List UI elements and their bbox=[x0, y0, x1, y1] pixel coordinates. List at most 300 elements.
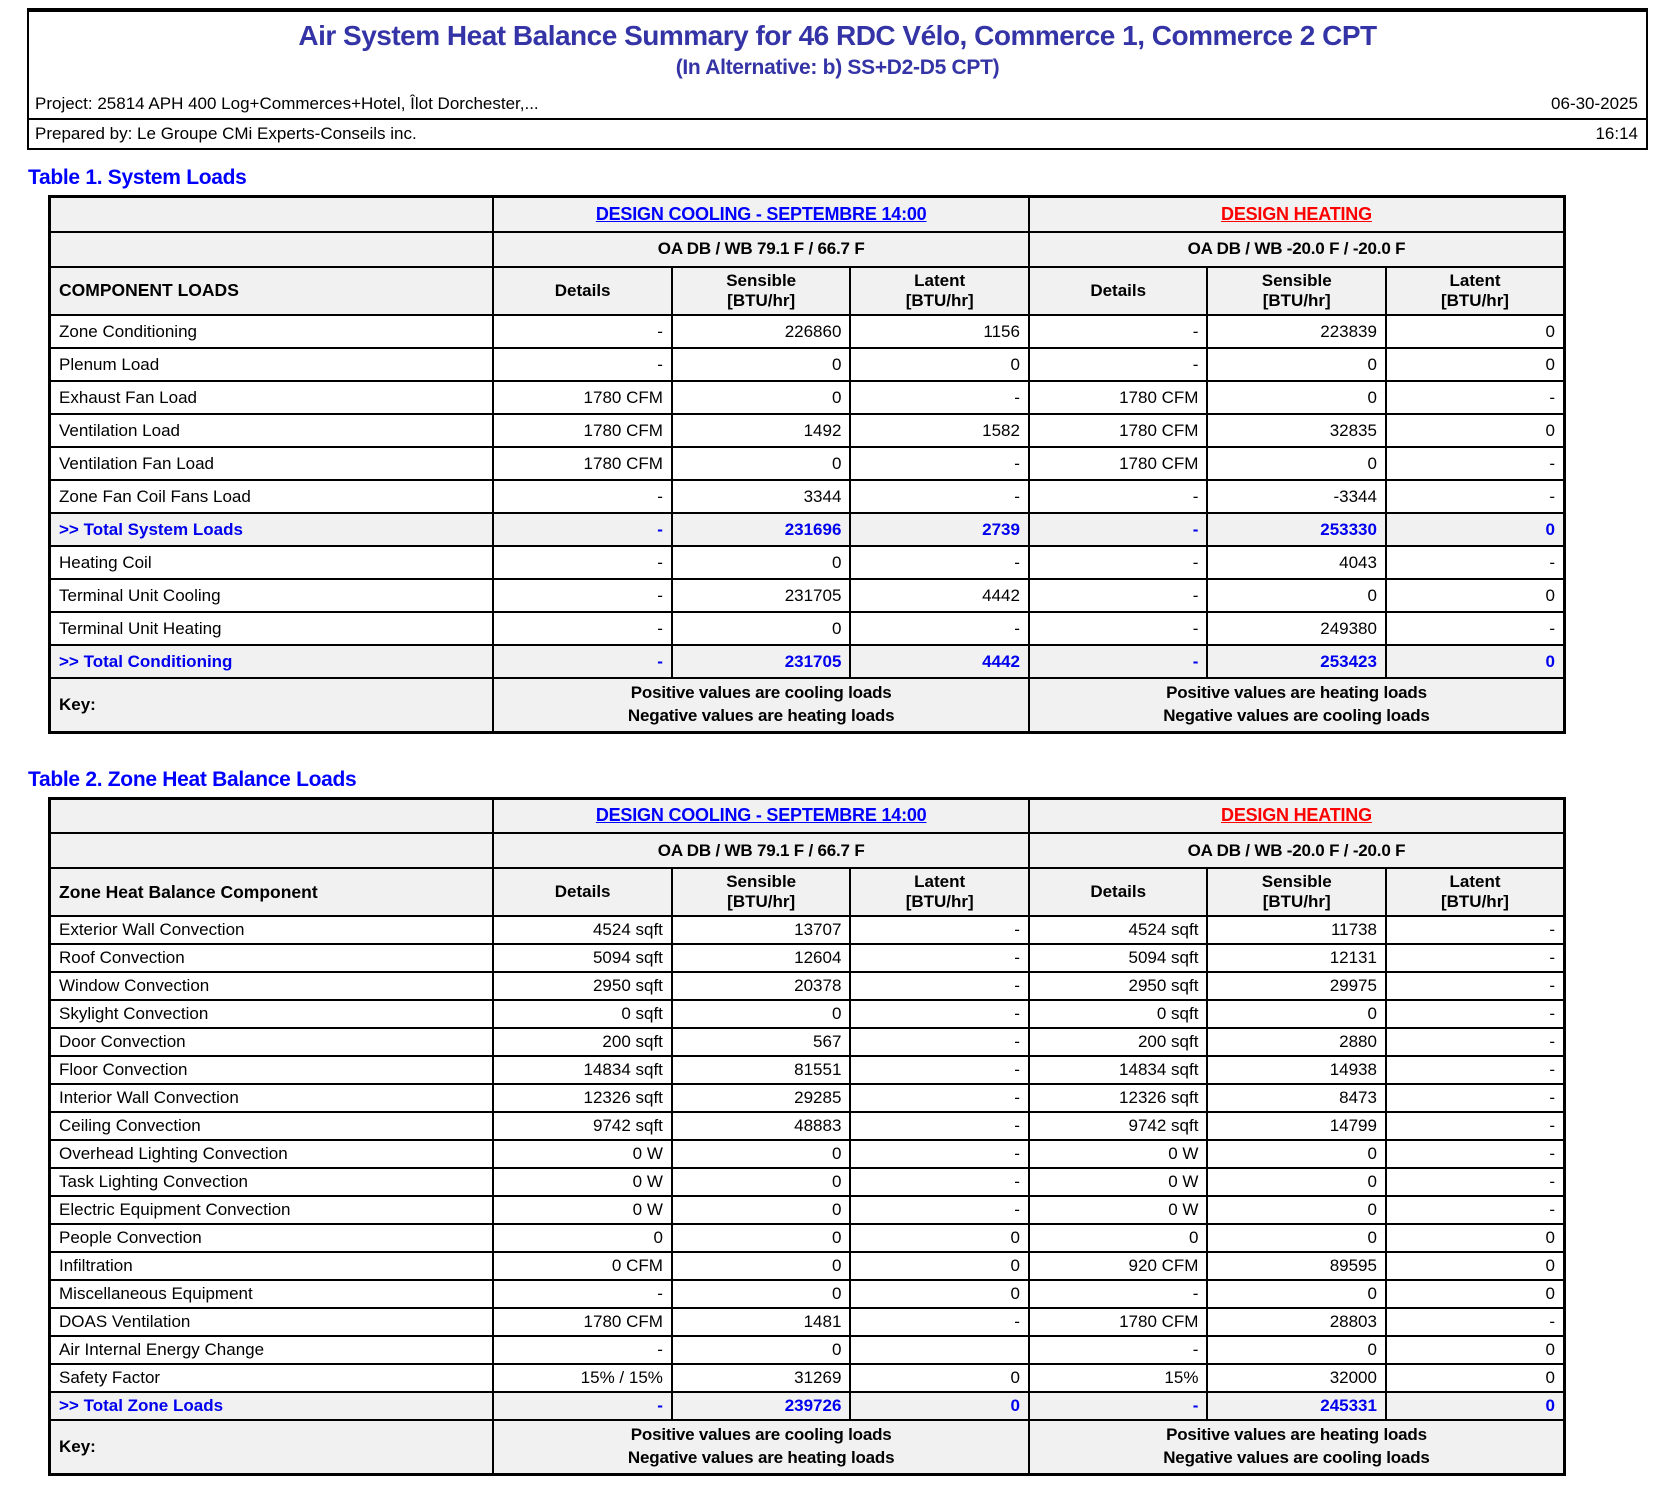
value-cell: 11738 bbox=[1207, 916, 1386, 944]
component-label: Miscellaneous Equipment bbox=[50, 1280, 494, 1308]
component-label: Overhead Lighting Convection bbox=[50, 1140, 494, 1168]
value-cell: - bbox=[850, 1308, 1029, 1336]
value-cell: 253423 bbox=[1207, 645, 1386, 678]
value-cell: - bbox=[1386, 1084, 1565, 1112]
value-cell: - bbox=[850, 480, 1029, 513]
value-cell: 0 bbox=[850, 1364, 1029, 1392]
cooling-oa-conditions: OA DB / WB 79.1 F / 66.7 F bbox=[493, 232, 1029, 267]
value-cell: 231705 bbox=[672, 579, 851, 612]
value-cell: 0 bbox=[1207, 348, 1386, 381]
value-cell: 0 bbox=[672, 612, 851, 645]
heating-key-line2: Negative values are cooling loads bbox=[1163, 705, 1430, 725]
value-cell: - bbox=[493, 546, 672, 579]
value-cell: - bbox=[1029, 348, 1208, 381]
value-cell: - bbox=[850, 1112, 1029, 1140]
report-date: 06-30-2025 bbox=[1551, 94, 1638, 113]
value-cell: 0 bbox=[1386, 1252, 1565, 1280]
value-cell: 0 bbox=[672, 1224, 851, 1252]
value-cell: 31269 bbox=[672, 1364, 851, 1392]
value-cell: 0 bbox=[850, 1224, 1029, 1252]
value-cell: - bbox=[850, 1028, 1029, 1056]
season-header-row bbox=[50, 197, 1565, 232]
heating-key-line1: Positive values are heating loads bbox=[1166, 1425, 1427, 1445]
empty-cell bbox=[50, 833, 494, 868]
zone-heat-balance-table bbox=[48, 797, 1566, 1476]
value-cell: 3344 bbox=[672, 480, 851, 513]
table-row bbox=[50, 1000, 1565, 1028]
value-cell: 1780 CFM bbox=[493, 1308, 672, 1336]
table-row bbox=[50, 480, 1565, 513]
value-cell: - bbox=[1029, 315, 1208, 348]
value-cell: 14834 sqft bbox=[1029, 1056, 1208, 1084]
value-cell: 32000 bbox=[1207, 1364, 1386, 1392]
component-label: Infiltration bbox=[50, 1252, 494, 1280]
component-label: DOAS Ventilation bbox=[50, 1308, 494, 1336]
component-label: Ventilation Fan Load bbox=[50, 447, 494, 480]
sensible-label: Sensible bbox=[1261, 872, 1332, 892]
value-cell: 4043 bbox=[1207, 546, 1386, 579]
report-header bbox=[27, 8, 1648, 150]
value-cell: - bbox=[1386, 381, 1565, 414]
component-label: Terminal Unit Cooling bbox=[50, 579, 494, 612]
report-title: Air System Heat Balance Summary for 46 RDC Vélo, Commerce 1, Commerce 2 CPT bbox=[298, 20, 1377, 51]
latent-label: Latent bbox=[1449, 872, 1501, 892]
value-cell: - bbox=[1386, 1168, 1565, 1196]
project-row bbox=[29, 90, 1646, 118]
cooling-key-line1: Positive values are cooling loads bbox=[630, 1425, 892, 1445]
component-label: Task Lighting Convection bbox=[50, 1168, 494, 1196]
value-cell: - bbox=[493, 645, 672, 678]
sensible-column-header bbox=[1207, 868, 1386, 916]
value-cell: 0 bbox=[672, 1252, 851, 1280]
value-cell: - bbox=[1029, 480, 1208, 513]
value-cell: - bbox=[850, 1168, 1029, 1196]
table-row bbox=[50, 447, 1565, 480]
value-cell: - bbox=[493, 480, 672, 513]
value-cell: 0 bbox=[493, 1224, 672, 1252]
value-cell: - bbox=[1029, 1336, 1208, 1364]
season-header-row bbox=[50, 798, 1565, 833]
table-row bbox=[50, 1280, 1565, 1308]
value-cell: 0 bbox=[850, 1392, 1029, 1420]
value-cell: 0 bbox=[1207, 1168, 1386, 1196]
value-cell: 12131 bbox=[1207, 944, 1386, 972]
value-cell: 2880 bbox=[1207, 1028, 1386, 1056]
value-cell: - bbox=[1386, 1028, 1565, 1056]
key-label: Key: bbox=[50, 1420, 494, 1474]
sensible-label: Sensible bbox=[726, 872, 797, 892]
value-cell: - bbox=[850, 447, 1029, 480]
table-row bbox=[50, 579, 1565, 612]
value-cell: 0 bbox=[672, 546, 851, 579]
key-label: Key: bbox=[50, 678, 494, 732]
value-cell: -3344 bbox=[1207, 480, 1386, 513]
value-cell: 0 bbox=[1207, 1140, 1386, 1168]
value-cell: - bbox=[1029, 1280, 1208, 1308]
value-cell: 0 bbox=[1207, 1224, 1386, 1252]
value-cell: 0 bbox=[672, 1336, 851, 1364]
value-cell: 0 bbox=[1207, 447, 1386, 480]
value-cell: 0 bbox=[1386, 513, 1565, 546]
value-cell: 231705 bbox=[672, 645, 851, 678]
prepared-by-row bbox=[29, 118, 1646, 148]
component-label: >> Total Zone Loads bbox=[50, 1392, 494, 1420]
prepared-by-label: Prepared by: Le Groupe CMi Experts-Conseils inc. bbox=[35, 124, 417, 144]
value-cell: 4524 sqft bbox=[493, 916, 672, 944]
value-cell: - bbox=[493, 1336, 672, 1364]
value-cell: 0 bbox=[1386, 1392, 1565, 1420]
cooling-key-text bbox=[493, 1420, 1029, 1474]
value-cell: 0 W bbox=[493, 1140, 672, 1168]
value-cell: 1582 bbox=[850, 414, 1029, 447]
value-cell: - bbox=[493, 1392, 672, 1420]
component-label: Exhaust Fan Load bbox=[50, 381, 494, 414]
value-cell: - bbox=[1029, 645, 1208, 678]
total-row bbox=[50, 513, 1565, 546]
table-row bbox=[50, 1056, 1565, 1084]
value-cell: - bbox=[1386, 1196, 1565, 1224]
cooling-key-line1: Positive values are cooling loads bbox=[630, 682, 892, 702]
value-cell: 1481 bbox=[672, 1308, 851, 1336]
value-cell: 0 W bbox=[1029, 1196, 1208, 1224]
component-label: Door Convection bbox=[50, 1028, 494, 1056]
value-cell: 223839 bbox=[1207, 315, 1386, 348]
design-heating-header: DESIGN HEATING bbox=[1029, 197, 1565, 232]
value-cell: 81551 bbox=[672, 1056, 851, 1084]
value-cell: - bbox=[1386, 480, 1565, 513]
value-cell: - bbox=[1386, 1000, 1565, 1028]
empty-cell bbox=[50, 197, 494, 232]
value-cell: 239726 bbox=[672, 1392, 851, 1420]
btu-unit-label: [BTU/hr] bbox=[1440, 290, 1509, 310]
value-cell: - bbox=[1386, 1112, 1565, 1140]
value-cell: 13707 bbox=[672, 916, 851, 944]
value-cell: 245331 bbox=[1207, 1392, 1386, 1420]
component-column-header: COMPONENT LOADS bbox=[50, 267, 494, 315]
details-column-header: Details bbox=[1029, 868, 1208, 916]
value-cell: 2950 sqft bbox=[1029, 972, 1208, 1000]
component-label: >> Total Conditioning bbox=[50, 645, 494, 678]
value-cell: - bbox=[493, 579, 672, 612]
details-column-header: Details bbox=[1029, 267, 1208, 315]
value-cell: 9742 sqft bbox=[493, 1112, 672, 1140]
value-cell: 14834 sqft bbox=[493, 1056, 672, 1084]
value-cell: 0 bbox=[672, 381, 851, 414]
table-row bbox=[50, 1336, 1565, 1364]
value-cell: 1780 CFM bbox=[493, 447, 672, 480]
btu-unit-label: [BTU/hr] bbox=[905, 290, 974, 310]
key-row bbox=[50, 1420, 1565, 1474]
value-cell: 0 bbox=[1029, 1224, 1208, 1252]
oa-header-row bbox=[50, 833, 1565, 868]
component-label: >> Total System Loads bbox=[50, 513, 494, 546]
value-cell: 12326 sqft bbox=[493, 1084, 672, 1112]
table-row bbox=[50, 1364, 1565, 1392]
value-cell: 200 sqft bbox=[1029, 1028, 1208, 1056]
system-loads-table bbox=[48, 195, 1566, 733]
value-cell: 89595 bbox=[1207, 1252, 1386, 1280]
sensible-column-header bbox=[672, 868, 851, 916]
value-cell: 28803 bbox=[1207, 1308, 1386, 1336]
heating-key-text bbox=[1029, 1420, 1565, 1474]
table-row bbox=[50, 972, 1565, 1000]
value-cell: 2950 sqft bbox=[493, 972, 672, 1000]
value-cell: 0 bbox=[1207, 1000, 1386, 1028]
component-label: Terminal Unit Heating bbox=[50, 612, 494, 645]
system-loads-body bbox=[50, 315, 1565, 678]
table2-title: Table 2. Zone Heat Balance Loads bbox=[28, 767, 357, 791]
table-row bbox=[50, 1308, 1565, 1336]
value-cell: 2739 bbox=[850, 513, 1029, 546]
latent-column-header bbox=[1386, 267, 1565, 315]
cooling-key-line2: Negative values are heating loads bbox=[627, 1448, 895, 1468]
value-cell: - bbox=[850, 972, 1029, 1000]
value-cell: - bbox=[850, 1196, 1029, 1224]
value-cell: 0 bbox=[672, 348, 851, 381]
component-label: Exterior Wall Convection bbox=[50, 916, 494, 944]
heating-key-text bbox=[1029, 678, 1565, 732]
value-cell: 1780 CFM bbox=[1029, 414, 1208, 447]
value-cell: - bbox=[1029, 579, 1208, 612]
value-cell: 29285 bbox=[672, 1084, 851, 1112]
value-cell: 0 bbox=[1386, 1224, 1565, 1252]
table-row bbox=[50, 1084, 1565, 1112]
btu-unit-label: [BTU/hr] bbox=[1440, 892, 1509, 912]
value-cell: 0 bbox=[672, 1168, 851, 1196]
value-cell: 0 bbox=[1386, 579, 1565, 612]
latent-column-header bbox=[850, 868, 1029, 916]
value-cell: 1780 CFM bbox=[493, 414, 672, 447]
value-cell: - bbox=[1386, 972, 1565, 1000]
value-cell: 48883 bbox=[672, 1112, 851, 1140]
value-cell: - bbox=[1029, 546, 1208, 579]
table-row bbox=[50, 1224, 1565, 1252]
value-cell: 4442 bbox=[850, 579, 1029, 612]
latent-label: Latent bbox=[914, 872, 966, 892]
component-label: Floor Convection bbox=[50, 1056, 494, 1084]
value-cell: 226860 bbox=[672, 315, 851, 348]
design-cooling-header: DESIGN COOLING - SEPTEMBRE 14:00 bbox=[493, 798, 1029, 833]
total-row bbox=[50, 645, 1565, 678]
cooling-oa-conditions: OA DB / WB 79.1 F / 66.7 F bbox=[493, 833, 1029, 868]
component-label: Skylight Convection bbox=[50, 1000, 494, 1028]
value-cell: 4442 bbox=[850, 645, 1029, 678]
cooling-key-text bbox=[493, 678, 1029, 732]
value-cell: - bbox=[1029, 612, 1208, 645]
value-cell: 567 bbox=[672, 1028, 851, 1056]
column-header-row bbox=[50, 868, 1565, 916]
component-label: Ventilation Load bbox=[50, 414, 494, 447]
component-label: Zone Fan Coil Fans Load bbox=[50, 480, 494, 513]
sensible-column-header bbox=[1207, 267, 1386, 315]
value-cell: - bbox=[493, 513, 672, 546]
value-cell: 0 bbox=[1207, 1196, 1386, 1224]
sensible-column-header bbox=[672, 267, 851, 315]
total-row bbox=[50, 1392, 1565, 1420]
value-cell: 14799 bbox=[1207, 1112, 1386, 1140]
value-cell: 0 bbox=[1207, 381, 1386, 414]
value-cell: 0 W bbox=[1029, 1168, 1208, 1196]
value-cell: - bbox=[850, 546, 1029, 579]
component-label: People Convection bbox=[50, 1224, 494, 1252]
table-row bbox=[50, 1112, 1565, 1140]
table-row bbox=[50, 315, 1565, 348]
value-cell: 1492 bbox=[672, 414, 851, 447]
design-cooling-header: DESIGN COOLING - SEPTEMBRE 14:00 bbox=[493, 197, 1029, 232]
value-cell: 1780 CFM bbox=[1029, 447, 1208, 480]
value-cell: 0 bbox=[672, 447, 851, 480]
value-cell: 0 bbox=[1207, 1336, 1386, 1364]
value-cell: 0 bbox=[1386, 348, 1565, 381]
btu-unit-label: [BTU/hr] bbox=[727, 290, 796, 310]
component-label: Heating Coil bbox=[50, 546, 494, 579]
table-row bbox=[50, 1252, 1565, 1280]
value-cell: 15% / 15% bbox=[493, 1364, 672, 1392]
table-row bbox=[50, 1028, 1565, 1056]
heating-key-line2: Negative values are cooling loads bbox=[1163, 1448, 1430, 1468]
value-cell: 0 bbox=[850, 348, 1029, 381]
value-cell: 0 bbox=[1386, 414, 1565, 447]
table-row bbox=[50, 1140, 1565, 1168]
value-cell: 0 bbox=[672, 1140, 851, 1168]
value-cell: - bbox=[1386, 944, 1565, 972]
value-cell: - bbox=[850, 1000, 1029, 1028]
details-column-header: Details bbox=[493, 868, 672, 916]
heating-oa-conditions: OA DB / WB -20.0 F / -20.0 F bbox=[1029, 232, 1565, 267]
value-cell: - bbox=[850, 1084, 1029, 1112]
value-cell: - bbox=[1386, 1308, 1565, 1336]
table-row bbox=[50, 381, 1565, 414]
value-cell: - bbox=[1029, 513, 1208, 546]
value-cell: - bbox=[493, 348, 672, 381]
value-cell: 5094 sqft bbox=[493, 944, 672, 972]
value-cell: 0 bbox=[672, 1196, 851, 1224]
table-row bbox=[50, 612, 1565, 645]
value-cell: - bbox=[493, 315, 672, 348]
value-cell: - bbox=[1386, 1056, 1565, 1084]
value-cell: 253330 bbox=[1207, 513, 1386, 546]
value-cell: 12326 sqft bbox=[1029, 1084, 1208, 1112]
empty-cell bbox=[50, 232, 494, 267]
table-row bbox=[50, 916, 1565, 944]
latent-label: Latent bbox=[914, 270, 966, 290]
details-column-header: Details bbox=[493, 267, 672, 315]
value-cell: 0 bbox=[1386, 315, 1565, 348]
btu-unit-label: [BTU/hr] bbox=[727, 892, 796, 912]
component-label: Ceiling Convection bbox=[50, 1112, 494, 1140]
zone-heat-balance-body bbox=[50, 916, 1565, 1420]
column-header-row bbox=[50, 267, 1565, 315]
value-cell: - bbox=[1386, 447, 1565, 480]
value-cell: - bbox=[1029, 1392, 1208, 1420]
value-cell: 0 bbox=[1386, 1364, 1565, 1392]
value-cell: 1780 CFM bbox=[1029, 1308, 1208, 1336]
value-cell: 20378 bbox=[672, 972, 851, 1000]
cooling-key-line2: Negative values are heating loads bbox=[627, 705, 895, 725]
report-subtitle: (In Alternative: b) SS+D2-D5 CPT) bbox=[675, 56, 1000, 79]
value-cell bbox=[850, 1336, 1029, 1364]
key-row bbox=[50, 678, 1565, 732]
sensible-label: Sensible bbox=[1261, 270, 1332, 290]
component-label: Safety Factor bbox=[50, 1364, 494, 1392]
component-label: Air Internal Energy Change bbox=[50, 1336, 494, 1364]
value-cell: - bbox=[850, 916, 1029, 944]
table-row bbox=[50, 1196, 1565, 1224]
latent-label: Latent bbox=[1449, 270, 1501, 290]
value-cell: 0 bbox=[850, 1252, 1029, 1280]
value-cell: - bbox=[493, 612, 672, 645]
value-cell: 0 bbox=[850, 1280, 1029, 1308]
component-label: Electric Equipment Convection bbox=[50, 1196, 494, 1224]
value-cell: - bbox=[493, 1280, 672, 1308]
value-cell: 0 bbox=[672, 1280, 851, 1308]
value-cell: 29975 bbox=[1207, 972, 1386, 1000]
btu-unit-label: [BTU/hr] bbox=[1262, 290, 1331, 310]
value-cell: - bbox=[850, 381, 1029, 414]
value-cell: - bbox=[850, 944, 1029, 972]
value-cell: - bbox=[1386, 546, 1565, 579]
project-label: Project: 25814 APH 400 Log+Commerces+Hotel, Îlot Dorchester,... bbox=[35, 94, 539, 113]
value-cell: - bbox=[1386, 1140, 1565, 1168]
value-cell: 231696 bbox=[672, 513, 851, 546]
component-label: Window Convection bbox=[50, 972, 494, 1000]
value-cell: 0 bbox=[672, 1000, 851, 1028]
value-cell: 0 bbox=[1386, 1336, 1565, 1364]
value-cell: 32835 bbox=[1207, 414, 1386, 447]
value-cell: 0 W bbox=[493, 1168, 672, 1196]
heating-key-line1: Positive values are heating loads bbox=[1166, 682, 1427, 702]
value-cell: 15% bbox=[1029, 1364, 1208, 1392]
value-cell: 9742 sqft bbox=[1029, 1112, 1208, 1140]
value-cell: - bbox=[850, 1140, 1029, 1168]
component-label: Zone Conditioning bbox=[50, 315, 494, 348]
value-cell: 14938 bbox=[1207, 1056, 1386, 1084]
value-cell: 1780 CFM bbox=[1029, 381, 1208, 414]
table1-title: Table 1. System Loads bbox=[28, 166, 247, 190]
btu-unit-label: [BTU/hr] bbox=[1262, 892, 1331, 912]
value-cell: - bbox=[850, 612, 1029, 645]
value-cell: - bbox=[1386, 916, 1565, 944]
value-cell: 0 bbox=[1386, 645, 1565, 678]
value-cell: - bbox=[850, 1056, 1029, 1084]
component-label: Interior Wall Convection bbox=[50, 1084, 494, 1112]
value-cell: 1780 CFM bbox=[493, 381, 672, 414]
value-cell: - bbox=[1386, 612, 1565, 645]
design-heating-header: DESIGN HEATING bbox=[1029, 798, 1565, 833]
value-cell: 0 bbox=[1386, 1280, 1565, 1308]
component-label: Plenum Load bbox=[50, 348, 494, 381]
value-cell: 1156 bbox=[850, 315, 1029, 348]
value-cell: 5094 sqft bbox=[1029, 944, 1208, 972]
sensible-label: Sensible bbox=[726, 270, 797, 290]
value-cell: 0 bbox=[1207, 579, 1386, 612]
report-time: 16:14 bbox=[1595, 124, 1638, 144]
table-row bbox=[50, 414, 1565, 447]
value-cell: 0 W bbox=[1029, 1140, 1208, 1168]
value-cell: 0 bbox=[1207, 1280, 1386, 1308]
oa-header-row bbox=[50, 232, 1565, 267]
empty-cell bbox=[50, 798, 494, 833]
value-cell: 0 sqft bbox=[493, 1000, 672, 1028]
table-row bbox=[50, 546, 1565, 579]
heating-oa-conditions: OA DB / WB -20.0 F / -20.0 F bbox=[1029, 833, 1565, 868]
component-label: Roof Convection bbox=[50, 944, 494, 972]
value-cell: 8473 bbox=[1207, 1084, 1386, 1112]
value-cell: 249380 bbox=[1207, 612, 1386, 645]
value-cell: 200 sqft bbox=[493, 1028, 672, 1056]
value-cell: 920 CFM bbox=[1029, 1252, 1208, 1280]
latent-column-header bbox=[850, 267, 1029, 315]
